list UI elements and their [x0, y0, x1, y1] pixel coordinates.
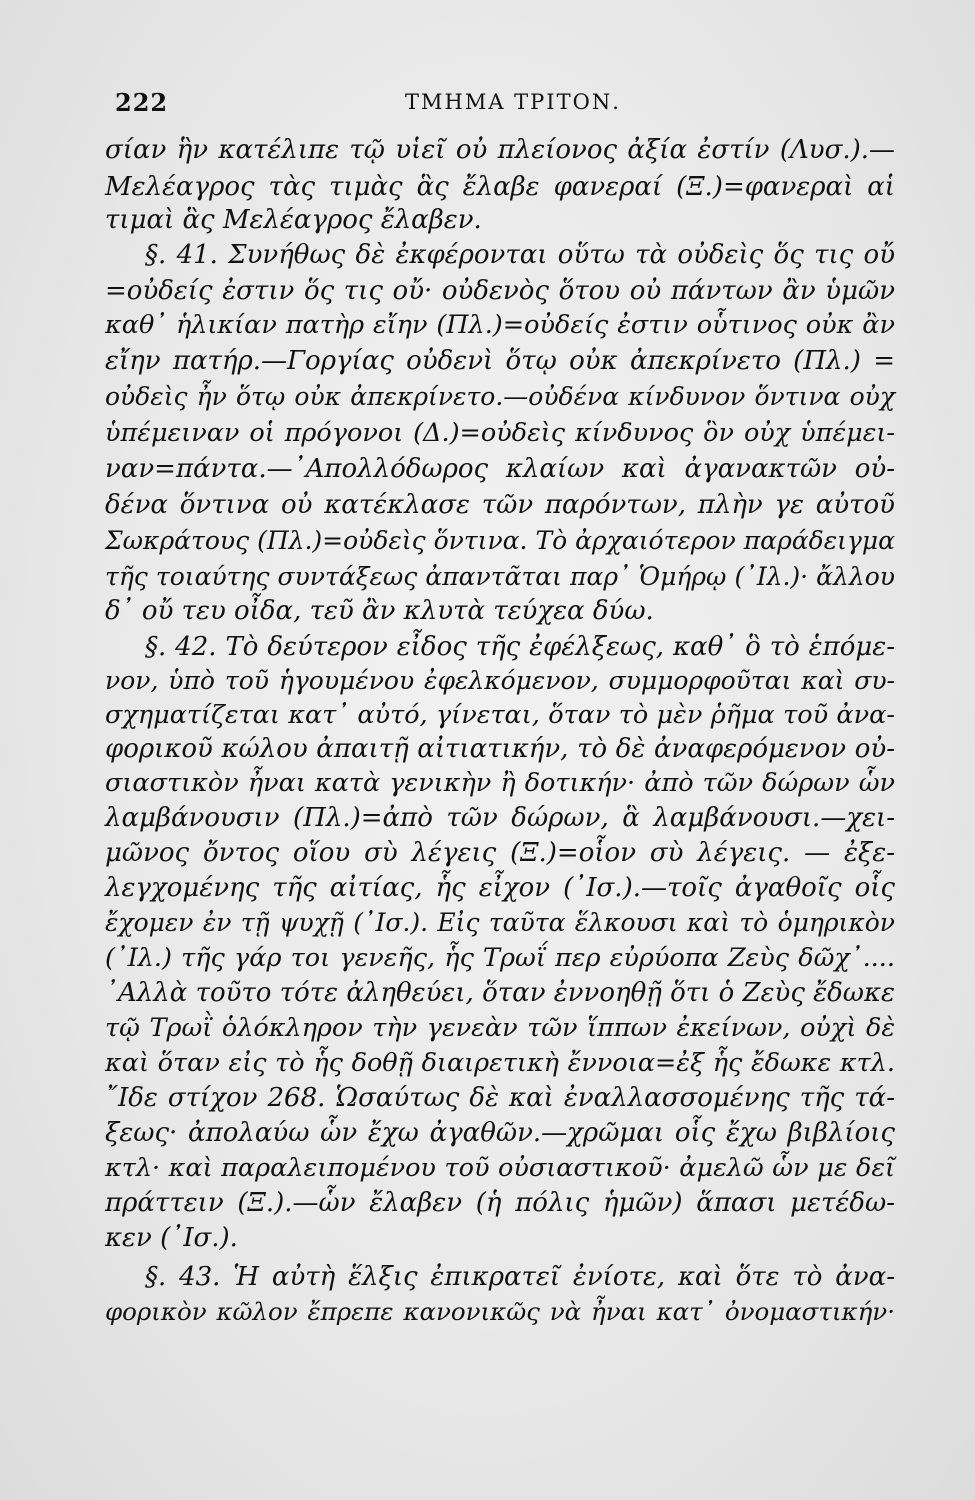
- text-line: τῷ Τρωῒ ὁλόκληρον τὴν γενεὰν τῶν ἵππων ἐκείνων, οὐχὶ δὲ: [105, 1013, 895, 1043]
- text-line: εἴην πατήρ.—Γοργίας οὐδενὶ ὅτῳ οὐκ ἀπεκρίνετο (Πλ.) =: [105, 346, 895, 376]
- text-line: =οὐδείς ἐστιν ὅς τις οὔ· οὐδενὸς ὅτου οὐ πάντων ἂν ὑμῶν: [105, 276, 895, 306]
- text-line: σχηματίζεται κατ᾽ αὐτό, γίνεται, ὅταν τὸ μὲν ῥῆμα τοῦ ἀνα-: [105, 700, 895, 730]
- section-42-start: §. 42. Τὸ δεύτερον εἶδος τῆς ἐφέλξεως, καθ᾽ ὃ τὸ ἑπόμε-: [145, 632, 895, 662]
- text-line: κτλ· καὶ παραλειπομένου τοῦ οὐσιαστικοῦ· ἀμελῶ ὧν με δεῖ: [105, 1153, 895, 1183]
- text-line: ᾽Αλλὰ τοῦτο τότε ἀληθεύει, ὅταν ἐννοηθῇ ὅτι ὁ Ζεὺς ἔδωκε: [105, 978, 895, 1008]
- running-head: ΤΜΗΜΑ ΤΡΙΤΟΝ.: [405, 90, 621, 114]
- text-line: λεγχομένης τῆς αἰτίας, ἧς εἶχον (᾽Ισ.).—τοῖς ἀγαθοῖς οἷς: [105, 873, 895, 903]
- text-line: ῎Ιδε στίχον 268. Ὡσαύτως δὲ καὶ ἐναλλασσομένης τῆς τά-: [105, 1083, 895, 1113]
- text-line: κεν (᾽Ισ.).: [105, 1223, 238, 1253]
- text-line: ὑπέμειναν οἱ πρόγονοι (Δ.)=οὐδεὶς κίνδυνος ὃν οὐχ ὑπέμει-: [105, 418, 895, 448]
- text-line: μῶνος ὄντος οἵου σὺ λέγεις (Ξ.)=οἷον σὺ λέγεις. — ἐξε-: [105, 838, 895, 868]
- text-line: φορικοῦ κώλου ἀπαιτῇ αἰτιατικήν, τὸ δὲ ἀναφερόμενον οὐ-: [105, 734, 895, 764]
- text-line: πράττειν (Ξ.).—ὧν ἔλαβεν (ἡ πόλις ἡμῶν) ἅπασι μετέδω-: [105, 1188, 895, 1218]
- text-line: (᾽Ιλ.) τῆς γάρ τοι γενεῆς, ἧς Τρωΐ περ εὐρύοπα Ζεὺς δῶχ᾽....: [105, 943, 895, 973]
- text-line: ξεως· ἀπολαύω ὧν ἔχω ἀγαθῶν.—χρῶμαι οἷς ἔχω βιβλίοις: [105, 1118, 895, 1148]
- text-line: καὶ ὅταν εἰς τὸ ἧς δοθῇ διαιρετικὴ ἔννοια=ἐξ ἧς ἔδωκε κτλ.: [105, 1048, 895, 1078]
- section-43-start: §. 43. Ἡ αὐτὴ ἕλξις ἐπικρατεῖ ἐνίοτε, καὶ ὅτε τὸ ἀνα-: [145, 1262, 895, 1292]
- text-line: τιμαὶ ἃς Μελέαγρος ἔλαβεν.: [105, 205, 482, 235]
- section-41-start: §. 41. Συνήθως δὲ ἐκφέρονται οὕτω τὰ οὐδεὶς ὅς τις οὔ: [145, 240, 895, 270]
- page-number: 222: [115, 88, 169, 117]
- text-line: σιαστικὸν ἦναι κατὰ γενικὴν ἢ δοτικήν· ἀπὸ τῶν δώρων ὧν: [105, 768, 895, 798]
- text-line: ἔχομεν ἐν τῇ ψυχῇ (᾽Ισ.). Εἰς ταῦτα ἕλκουσι καὶ τὸ ὁμηρικὸν: [105, 908, 895, 937]
- text-line: λαμβάνουσιν (Πλ.)=ἀπὸ τῶν δώρων, ἃ λαμβάνουσι.—χει-: [105, 803, 895, 833]
- text-line: δένα ὅντινα οὐ κατέκλασε τῶν παρόντων, πλὴν γε αὐτοῦ: [105, 490, 895, 520]
- text-line: σίαν ἣν κατέλιπε τῷ υἱεῖ οὐ πλείονος ἀξία ἐστίν (Λυσ.).—: [105, 135, 895, 165]
- text-line: τῆς τοιαύτης συντάξεως ἀπαντᾶται παρ᾽ Ὁμήρῳ (᾽Ιλ.)· ἄλλου: [105, 562, 895, 591]
- text-line: δ᾽ οὔ τευ οἶδα, τεῦ ἂν κλυτὰ τεύχεα δύω.: [105, 596, 654, 626]
- text-line: οὐδεὶς ἦν ὅτῳ οὐκ ἀπεκρίνετο.—οὐδένα κίνδυνον ὅντινα οὐχ: [105, 382, 895, 411]
- text-line: νον, ὑπὸ τοῦ ἡγουμένου ἐφελκόμενον, συμμορφοῦται καὶ συ-: [105, 666, 895, 695]
- text-line: Μελέαγρος τὰς τιμὰς ἃς ἔλαβε φανεραί (Ξ.)=φανεραὶ αἱ: [105, 172, 895, 202]
- text-line: ναν=πάντα.—᾽Απολλόδωρος κλαίων καὶ ἀγανακτῶν οὐ-: [105, 454, 895, 484]
- text-line: Σωκράτους (Πλ.)=οὐδεὶς ὅντινα. Τὸ ἀρχαιότερον παράδειγμα: [105, 526, 895, 555]
- text-line: καθ᾽ ἡλικίαν πατὴρ εἴην (Πλ.)=οὐδείς ἐστιν οὗτινος οὐκ ἂν: [105, 310, 895, 340]
- text-line: φορικὸν κῶλον ἔπρεπε κανονικῶς νὰ ἦναι κατ᾽ ὀνομαστικήν·: [105, 1297, 895, 1326]
